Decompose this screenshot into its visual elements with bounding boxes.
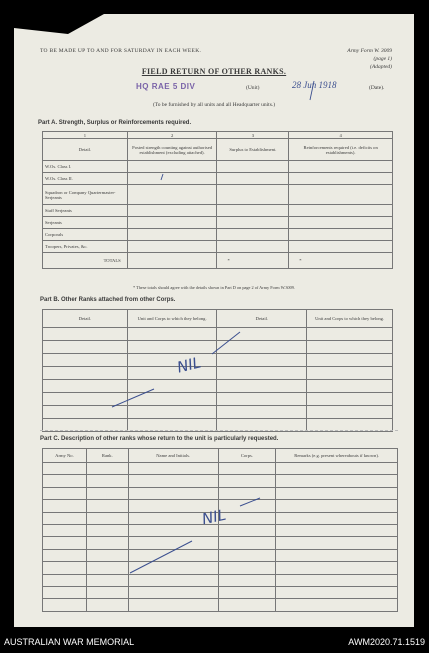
row-label: Squadron or Company Quartermaster-Serjeants [43,185,128,205]
row-label: Troopers, Privates, &c. [43,241,128,253]
form-page [14,14,414,627]
row-label: Staff Serjeants [43,205,128,217]
part-b-strikethrough-lower [112,389,154,407]
form-title: FIELD RETURN OF OTHER RANKS. [141,67,287,76]
column-header: Detail. [43,310,128,328]
row-label: Corporals [43,229,128,241]
col-num: 1 [43,132,128,139]
unit-label: (Unit) [246,85,260,91]
part-c-nil: NIL [200,505,228,529]
handwritten-date: 28 Jun 1918 [292,80,337,90]
col-num: 3 [217,132,289,139]
column-header: Unit and Corps to which they belong. [307,310,393,328]
totals-label: TOTALS [43,253,128,269]
weekly-instruction: TO BE MADE UP TO AND FOR SATURDAY IN EACH WEEK. [40,48,202,54]
column-header: Rank. [86,449,128,463]
accession-number: AWM2020.71.1519 [348,637,425,647]
unit-stamp: HQ RAE 5 DIV [136,82,196,91]
column-header: Surplus to Establishment. [217,139,289,161]
totals-asterisk: * [289,253,393,269]
column-header: Posted strength counting against authorised establishment (excluding attached). [127,139,217,161]
column-header: Remarks (e.g. present whereabouts if known). [276,449,398,463]
part-a-footnote: * These totals should agree with the details shown in Part D on page 2 of Army Form W.3009. [133,285,295,290]
column-header: Army No. [43,449,87,463]
date-underline-stroke [310,81,314,100]
column-header: Unit and Corps to which they belong. [127,310,217,328]
archive-label: AUSTRALIAN WAR MEMORIAL [4,637,135,647]
furnish-note: (To be furnished by all units and all Headquarter units.) [152,102,276,108]
column-header: Detail. [43,139,128,161]
part-c-strikethrough-lower [130,541,192,573]
totals-asterisk: * [217,253,289,269]
column-header: Corps. [218,449,276,463]
col-num: 4 [289,132,393,139]
form-adapted: (Adapted) [370,64,392,70]
row-label: W.Os. Class II. [43,173,128,185]
date-label: (Date). [369,85,385,91]
pen-strokes [14,14,414,627]
row-label: Serjeants [43,217,128,229]
part-c-heading: Part C. Description of other ranks whose return to the unit is particularly requested. [40,436,279,442]
col-num: 2 [127,132,217,139]
column-header: Reinforcements required (i.e. deficits on establishments). [289,139,393,161]
part-c-strikethrough-upper [240,498,260,506]
part-b-strikethrough-upper [212,332,240,354]
column-header: Name and Initials. [128,449,218,463]
part-a-tick-mark [161,174,163,180]
form-number: Army Form W. 3009 [347,48,392,54]
part-b-heading: Part B. Other Ranks attached from other Corps. [40,297,176,303]
part-b-nil: NIL [175,353,203,377]
row-label: W.Os. Class I. [43,161,128,173]
part-a-heading: Part A. Strength, Surplus or Reinforcements required. [38,120,192,126]
column-header: Detail. [217,310,307,328]
form-page-number: (page 1) [373,56,392,62]
